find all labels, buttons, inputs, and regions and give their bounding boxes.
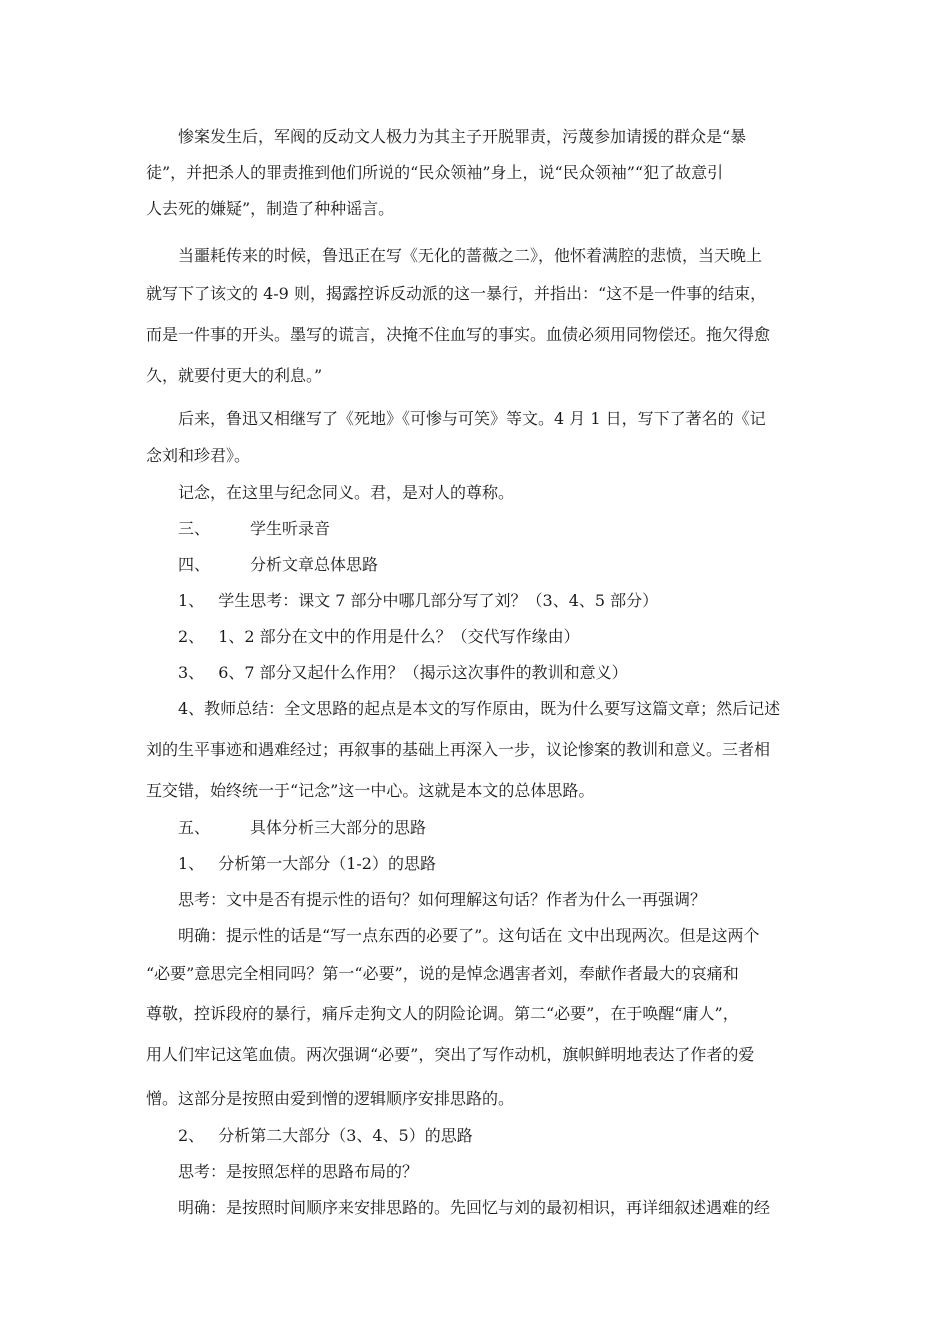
paragraph-line: 徒”，并把杀人的罪责推到他们所说的“民众领袖”身上，说“民众领袖”“犯了故意引 <box>146 163 724 182</box>
paragraph-line: 而是一件事的开头。墨写的谎言，决掩不住血写的事实。血债必须用同物偿还。拖欠得愈 <box>146 325 771 344</box>
list-item <box>178 590 658 612</box>
paragraph-line: 人去死的嫌疑”，制造了种种谣言。 <box>146 199 395 218</box>
paragraph-line: 憎。这部分是按照由爱到憎的逻辑顺序安排思路的。 <box>146 1089 515 1108</box>
section-number: 四、 <box>178 555 211 574</box>
list-number: 1、 <box>178 591 205 610</box>
section-title: 学生听录音 <box>250 519 331 538</box>
paragraph-line: 用人们牢记这笔血债。两次强调“必要”，突出了写作动机，旗帜鲜明地表达了作者的爱 <box>146 1045 755 1064</box>
paragraph-line: 记念，在这里与纪念同义。君，是对人的尊称。 <box>178 483 515 502</box>
list-number: 1、 <box>178 854 205 873</box>
section-heading-5 <box>178 817 426 839</box>
section-heading-4 <box>178 554 378 576</box>
paragraph-line: 惨案发生后，军阀的反动文人极力为其主子开脱罪责，污蔑参加请援的群众是“暴 <box>178 127 747 146</box>
paragraph-line: 明确：提示性的话是“写一点东西的必要了”。这句话在 文中出现两次。但是这两个 <box>178 926 760 945</box>
list-item <box>178 853 436 875</box>
section-heading-3 <box>178 518 330 540</box>
section-number: 三、 <box>178 519 211 538</box>
list-item <box>178 662 628 684</box>
list-text: 分析第二大部分（3、4、5）的思路 <box>218 1126 473 1145</box>
paragraph-line: 明确：是按照时间顺序来安排思路的。先回忆与刘的最初相识，再详细叙述遇难的经 <box>178 1198 771 1217</box>
paragraph-line: 当噩耗传来的时候，鲁迅正在写《无化的蔷薇之二》，他怀着满腔的悲愤，当天晚上 <box>178 246 763 265</box>
list-number: 2、 <box>178 627 205 646</box>
paragraph-line: “必要”意思完全相同吗？第一“必要”，说的是悼念遇害者刘，奉献作者最大的哀痛和 <box>146 964 739 983</box>
list-text: 1、2 部分在文中的作用是什么？（交代写作缘由） <box>218 627 580 646</box>
paragraph-line: 思考：是按照怎样的思路布局的？ <box>178 1162 419 1181</box>
list-text: 分析第一大部分（1-2）的思路 <box>218 854 436 873</box>
list-item <box>178 626 580 648</box>
section-title: 分析文章总体思路 <box>250 555 379 574</box>
paragraph-line: 互交错，始终统一于“记念”这一中心。这就是本文的总体思路。 <box>146 781 595 800</box>
paragraph-line: 久，就要付更大的利息。” <box>146 366 323 385</box>
paragraph-line: 念刘和珍君》。 <box>146 446 251 465</box>
list-number: 3、 <box>178 663 205 682</box>
paragraph-line: 刘的生平事迹和遇难经过；再叙事的基础上再深入一步，议论惨案的教训和意义。三者相 <box>146 740 771 759</box>
paragraph-line: 思考：文中是否有提示性的语句？如何理解这句话？作者为什么一再强调？ <box>178 890 707 909</box>
section-number: 五、 <box>178 818 211 837</box>
list-text: 学生思考：课文 7 部分中哪几部分写了刘？（3、4、5 部分） <box>218 591 659 610</box>
paragraph-line: 尊敬，控诉段府的暴行，痛斥走狗文人的阴险论调。第二“必要”，在于唤醒“庸人”， <box>146 1004 739 1023</box>
paragraph-line: 后来，鲁迅又相继写了《死地》《可惨与可笑》等文。4 月 1 日，写下了著名的《记 <box>178 409 766 428</box>
paragraph-line: 就写下了该文的 4-9 则，揭露控诉反动派的这一暴行，并指出：“这不是一件事的结束， <box>146 284 767 303</box>
section-title: 具体分析三大部分的思路 <box>250 818 427 837</box>
list-number: 2、 <box>178 1126 205 1145</box>
list-item <box>178 1125 473 1147</box>
paragraph-line: 4、教师总结：全文思路的起点是本文的写作原由，既为什么要写这篇文章；然后记述 <box>178 699 781 718</box>
list-text: 6、7 部分又起什么作用？（揭示这次事件的教训和意义） <box>218 663 628 682</box>
